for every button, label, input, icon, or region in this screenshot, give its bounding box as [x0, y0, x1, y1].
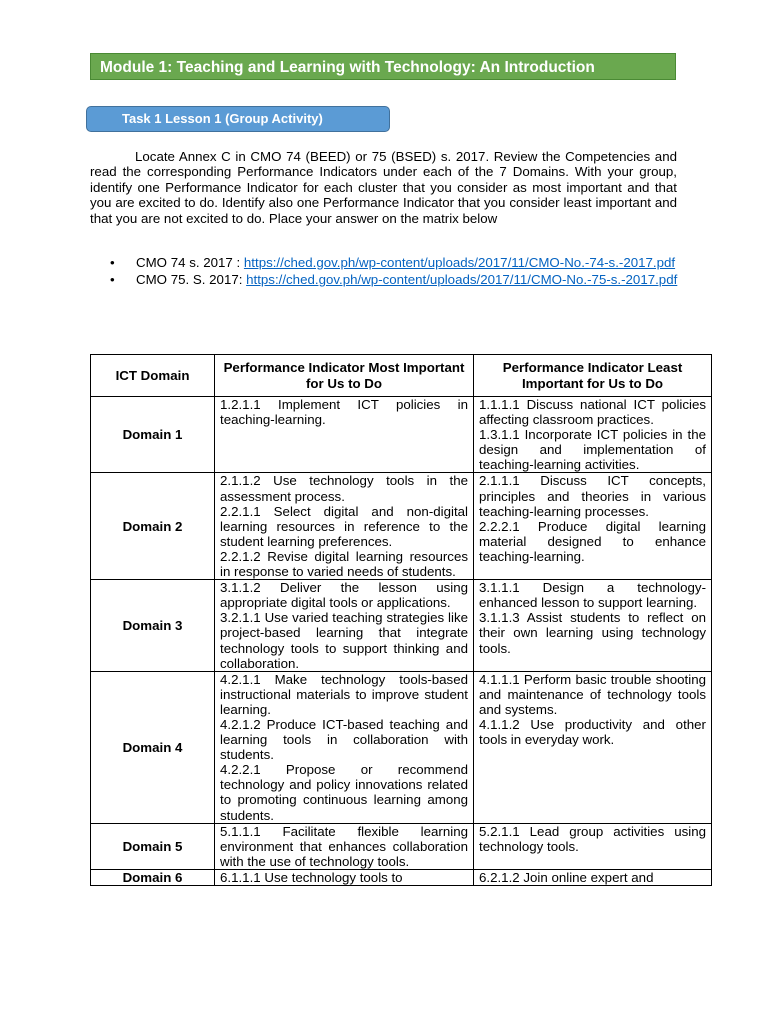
- least-important-cell: [474, 823, 712, 869]
- domain-cell: Domain 6: [91, 869, 215, 885]
- reference-link-label: CMO 74 s. 2017 :: [136, 255, 244, 270]
- instructions-paragraph: Locate Annex C in CMO 74 (BEED) or 75 (BSED) s. 2017. Review the Competencies and read the corresponding Performance Indicators under each of the 7 Domains. With your group, identify one Performance Indicator for each cluster that you consider as most important and that you are excited to do. Identify also one Performance Indicator that you consider least important and that you are not excited to do. Place your answer on the matrix below: [90, 149, 677, 226]
- indicator-text: 1.1.1.1 Discuss national ICT policies affecting classroom practices.: [479, 397, 706, 428]
- most-important-cell: [215, 823, 474, 869]
- indicator-text: 5.1.1.1 Facilitate flexible learning environment that enhances collaboration with the use of technology tools.: [220, 823, 468, 869]
- most-important-cell: [215, 671, 474, 823]
- indicator-text: 2.1.1.2 Use technology tools in the assessment process.: [220, 473, 468, 504]
- indicator-text: 5.2.1.1 Lead group activities using technology tools.: [479, 823, 706, 854]
- indicator-text: 3.1.1.1 Design a technology-enhanced lesson to support learning.: [479, 580, 706, 611]
- indicator-text: 1.3.1.1 Incorporate ICT policies in the design and implementation of teaching-learning activities.: [479, 427, 706, 473]
- domain-cell: Domain 1: [91, 397, 215, 473]
- bullet-icon: •: [110, 272, 115, 288]
- least-important-cell: [474, 869, 712, 885]
- indicator-text: 4.2.1.1 Make technology tools-based instructional materials to improve student learning.: [220, 671, 468, 717]
- header-least-important: Performance Indicator Least Important for Us to Do: [474, 355, 712, 397]
- table-row: [91, 823, 712, 869]
- most-important-cell: [215, 473, 474, 580]
- header-ict-domain: ICT Domain: [91, 355, 215, 397]
- table-row: [91, 397, 712, 473]
- ict-domain-matrix: [90, 354, 712, 886]
- indicator-text: 4.2.1.2 Produce ICT-based teaching and learning tools in collaboration with students.: [220, 716, 468, 763]
- indicator-text: 3.1.1.3 Assist students to reflect on their own learning using technology tools.: [479, 610, 706, 656]
- task-title-label: Task 1 Lesson 1 (Group Activity): [86, 106, 390, 132]
- cmo-75-link[interactable]: https://ched.gov.ph/wp-content/uploads/2017/11/CMO-No.-75-s.-2017.pdf: [246, 272, 678, 288]
- reference-link-label: CMO 75. S. 2017:: [136, 272, 247, 288]
- least-important-cell: [474, 397, 712, 473]
- table-header-row: [91, 355, 712, 397]
- domain-cell: Domain 2: [91, 473, 215, 580]
- indicator-text: 4.1.1.2 Use productivity and other tools in everyday work.: [479, 716, 706, 748]
- table-row: [91, 671, 712, 823]
- indicator-text: 3.1.1.2 Deliver the lesson using appropriate digital tools or applications.: [220, 580, 468, 611]
- header-most-important: Performance Indicator Most Important for Us to Do: [215, 355, 474, 397]
- most-important-cell: [215, 869, 474, 885]
- least-important-cell: [474, 671, 712, 823]
- least-important-cell: [474, 473, 712, 580]
- least-important-cell: [474, 580, 712, 672]
- most-important-cell: [215, 580, 474, 672]
- indicator-text: 6.1.1.1 Use technology tools to: [220, 869, 403, 885]
- domain-cell: Domain 3: [91, 580, 215, 672]
- indicator-text: 2.2.2.1 Produce digital learning material designed to enhance teaching-learning.: [479, 518, 706, 564]
- module-title-banner: Module 1: Teaching and Learning with Technology: An Introduction: [90, 53, 676, 80]
- indicator-text: 1.2.1.1 Implement ICT policies in teaching-learning.: [220, 397, 468, 428]
- reference-link-item: [108, 272, 680, 287]
- bullet-icon: •: [110, 255, 115, 270]
- cmo-74-link[interactable]: https://ched.gov.ph/wp-content/uploads/2017/11/CMO-No.-74-s.-2017.pdf: [243, 255, 676, 270]
- indicator-text: 2.2.1.2 Revise digital learning resources in response to varied needs of students.: [220, 548, 468, 580]
- most-important-cell: [215, 397, 474, 473]
- indicator-text: 2.1.1.1 Discuss ICT concepts, principles and theories in various teaching-learning processes.: [479, 473, 706, 519]
- indicator-text: 6.2.1.2 Join online expert and: [479, 869, 654, 885]
- domain-cell: Domain 4: [91, 671, 215, 823]
- reference-links-list: [108, 255, 680, 290]
- domain-cell: Domain 5: [91, 823, 215, 869]
- indicator-text: 2.2.1.1 Select digital and non-digital learning resources in reference to the student learning preferences.: [220, 503, 468, 549]
- indicator-text: 4.2.2.1 Propose or recommend technology and policy innovations related to promoting continuous learning among students.: [220, 762, 468, 823]
- table-row: [91, 473, 712, 580]
- reference-link-item: [108, 255, 680, 270]
- indicator-text: 3.2.1.1 Use varied teaching strategies like project-based learning that integrate technology tools to support thinking and collaboration.: [220, 610, 468, 671]
- indicator-text: 4.1.1.1 Perform basic trouble shooting and maintenance of technology tools and systems.: [479, 671, 706, 717]
- table-row: [91, 580, 712, 672]
- table-row: [91, 869, 712, 885]
